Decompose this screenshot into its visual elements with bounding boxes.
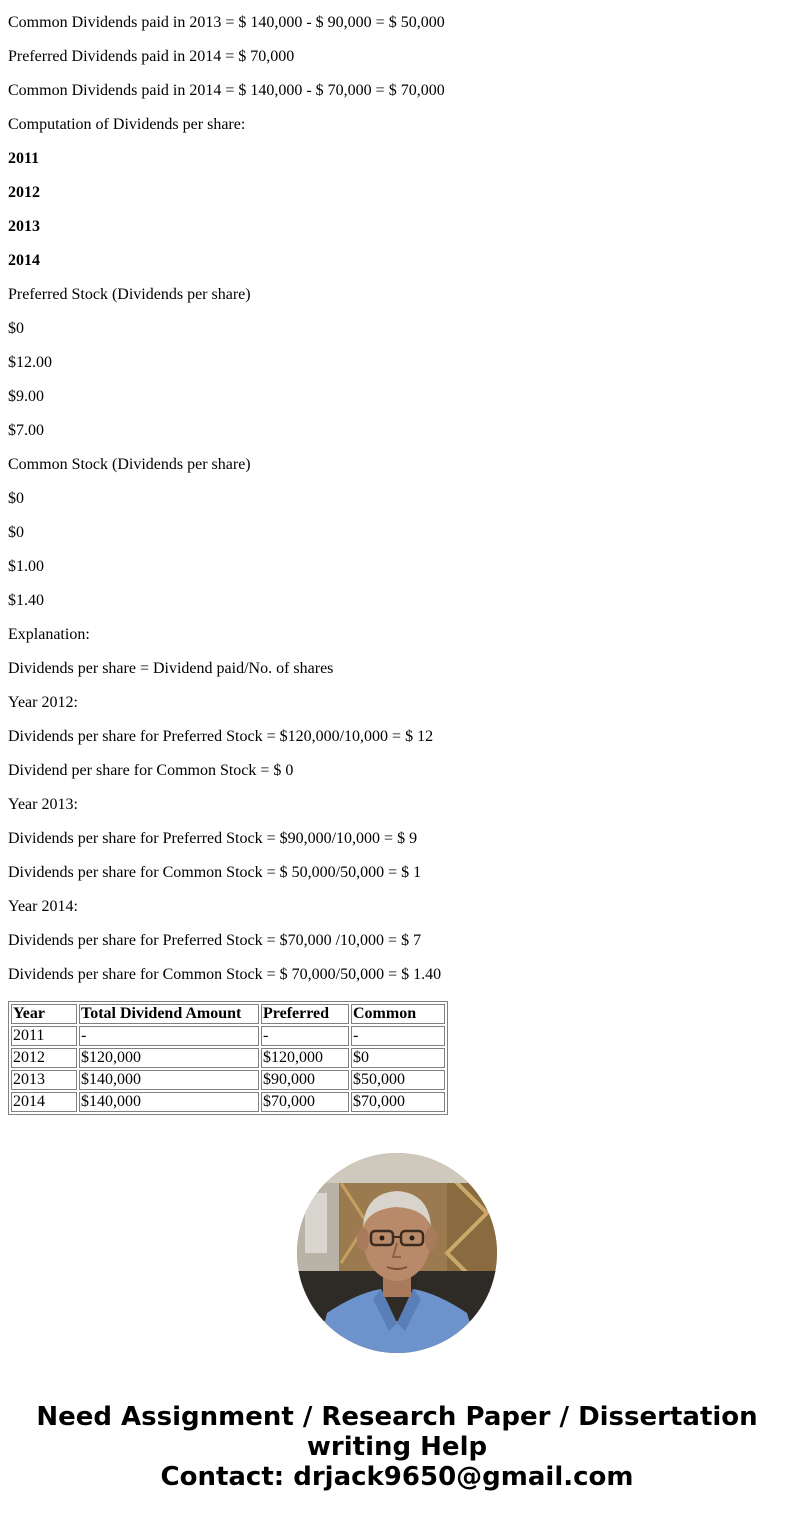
text-line: Year 2013: [8, 796, 78, 813]
text-line: $12.00 [8, 354, 52, 371]
text-line: Dividends per share for Preferred Stock = $120,000/10,000 = $ 12 [8, 728, 434, 745]
table-header-row [11, 1004, 445, 1024]
header-total-dividend: Total Dividend Amount [79, 1004, 259, 1024]
table-cell: - [79, 1026, 259, 1046]
promo-line-2: writing Help [306, 1432, 488, 1462]
promo-banner [0, 1402, 794, 1492]
table-cell: $50,000 [351, 1070, 445, 1090]
dividend-table [8, 1001, 448, 1115]
author-portrait-image [297, 1153, 497, 1353]
text-line: Preferred Stock (Dividends per share) [8, 286, 251, 303]
table-row [11, 1048, 445, 1068]
table-cell: $70,000 [351, 1092, 445, 1112]
table-cell: 2014 [11, 1092, 77, 1112]
promo-line-1: Need Assignment / Research Paper / Dissertation [36, 1402, 758, 1432]
table-row [11, 1092, 445, 1112]
text-line: $1.00 [8, 558, 44, 575]
text-line: $0 [8, 524, 24, 541]
year-heading: 2014 [8, 252, 40, 269]
text-line: Preferred Dividends paid in 2014 = $ 70,000 [8, 48, 295, 65]
text-line: Dividends per share for Preferred Stock = $70,000 /10,000 = $ 7 [8, 932, 422, 949]
text-line: $1.40 [8, 592, 44, 609]
table-cell: 2012 [11, 1048, 77, 1068]
solution-text [8, 6, 788, 992]
text-line: Year 2012: [8, 694, 78, 711]
table-cell: $140,000 [79, 1070, 259, 1090]
text-line: Common Dividends paid in 2014 = $ 140,000 - $ 70,000 = $ 70,000 [8, 82, 445, 99]
text-line: Dividend per share for Common Stock = $ 0 [8, 762, 294, 779]
text-line: $7.00 [8, 422, 44, 439]
table-cell: - [261, 1026, 349, 1046]
year-heading: 2012 [8, 184, 40, 201]
table-cell: $120,000 [79, 1048, 259, 1068]
text-line: Year 2014: [8, 898, 78, 915]
table-row [11, 1070, 445, 1090]
text-line: $9.00 [8, 388, 44, 405]
year-heading: 2011 [8, 150, 40, 167]
header-year: Year [11, 1004, 77, 1024]
header-common: Common [351, 1004, 445, 1024]
table-cell: 2013 [11, 1070, 77, 1090]
table-cell: $120,000 [261, 1048, 349, 1068]
table-cell: $0 [351, 1048, 445, 1068]
table-row [11, 1026, 445, 1046]
table-cell: $70,000 [261, 1092, 349, 1112]
table-cell: $90,000 [261, 1070, 349, 1090]
text-line: $0 [8, 490, 24, 507]
text-line: Dividends per share for Preferred Stock = $90,000/10,000 = $ 9 [8, 830, 418, 847]
table-cell: - [351, 1026, 445, 1046]
text-line: Common Dividends paid in 2013 = $ 140,000 - $ 90,000 = $ 50,000 [8, 14, 445, 31]
text-line: Common Stock (Dividends per share) [8, 456, 251, 473]
text-line: $0 [8, 320, 24, 337]
text-line: Dividends per share = Dividend paid/No. of shares [8, 660, 334, 677]
table-cell: 2011 [11, 1026, 77, 1046]
year-heading: 2013 [8, 218, 40, 235]
table-cell: $140,000 [79, 1092, 259, 1112]
author-photo [297, 1153, 497, 1353]
text-line: Dividends per share for Common Stock = $ 50,000/50,000 = $ 1 [8, 864, 422, 881]
header-preferred: Preferred [261, 1004, 349, 1024]
promo-contact: Contact: drjack9650@gmail.com [160, 1462, 634, 1492]
text-line: Dividends per share for Common Stock = $ 70,000/50,000 = $ 1.40 [8, 966, 442, 983]
text-line: Computation of Dividends per share: [8, 116, 246, 133]
text-line: Explanation: [8, 626, 90, 643]
